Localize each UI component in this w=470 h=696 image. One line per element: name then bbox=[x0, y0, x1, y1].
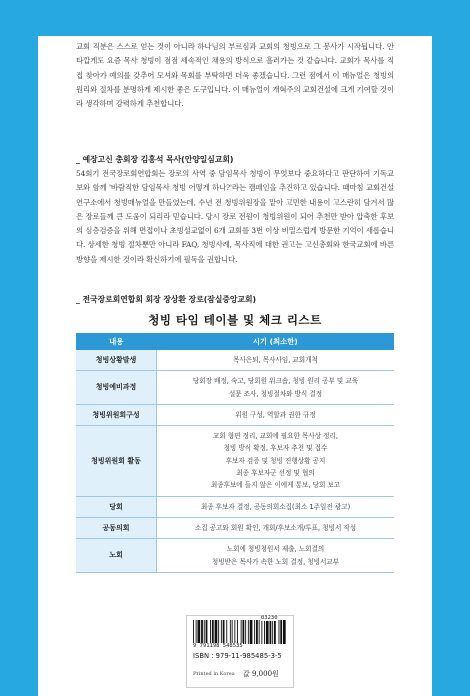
table-row bbox=[76, 539, 394, 573]
table-header-cell: 내용 bbox=[76, 333, 157, 350]
barcode-bar bbox=[259, 620, 260, 644]
isbn: ISBN : 979-11-985485-3-5 bbox=[193, 652, 282, 660]
barcode-bar bbox=[270, 620, 272, 644]
row-category: 청빙위원회구성 bbox=[76, 404, 157, 425]
barcode-bar bbox=[266, 620, 269, 644]
barcode-bar bbox=[206, 620, 208, 644]
barcode-bar bbox=[218, 620, 219, 644]
row-timing-line: 교회 형편 정리, 교회에 필요한 목사상 정리, bbox=[212, 432, 339, 441]
row-category: 당회 bbox=[76, 496, 157, 517]
row-timing-line: 최종 후보자 결정, 공동의회소집(최소 1주일전 광고) bbox=[200, 502, 351, 511]
row-category: 노회 bbox=[76, 539, 157, 573]
price: 값 9,000원 bbox=[243, 670, 279, 678]
barcode-bar bbox=[212, 620, 214, 644]
row-timing-line: 설문 조사, 청빙절차와 방식 결정 bbox=[228, 389, 323, 398]
table-title: 청빙 타임 테이블 및 체크 리스트 bbox=[148, 313, 322, 327]
barcode-bar bbox=[243, 620, 245, 644]
barcode-bar bbox=[256, 620, 258, 644]
row-timing bbox=[157, 350, 395, 371]
row-timing bbox=[157, 404, 395, 425]
row-timing-line: 최종 후보자군 선정 및 협의 bbox=[236, 469, 315, 478]
row-timing-line: 청빙 방식 확정, 후보자 추천 및 접수 bbox=[223, 444, 328, 453]
table-row bbox=[76, 404, 394, 425]
recommendation-paragraph-1: 교회 직분은 스스로 얻는 것이 아니라 하나님의 부르심과 교회의 청빙으로 그 봉사가 시작됩니다. 안타깝게도 요즘 목사 청빙이 점점 세속적인 채용의 방식으로 흘러가는 것 같습니다. 교회가 목사를 직접 찾아가 예의를 갖추어 모셔와 목회를 부탁하면 더욱 좋겠습니다. 그런 점에서 이 매뉴얼은 청빙의 원리와 절차를 분명하게 제시한 좋은 도구입니다. 이 매뉴얼이 개혁주의 교회건설에 크게 기여할 것이라 생각하며 강력하게 추천합니다. bbox=[76, 42, 394, 109]
row-timing-line: 후보자 검증 및 청빙 진행상황 공지 bbox=[225, 456, 326, 465]
barcode-bar bbox=[283, 620, 286, 644]
barcode-bar bbox=[234, 620, 235, 644]
table-header-cell: 시기 (최소한) bbox=[157, 333, 395, 350]
barcode-bar bbox=[245, 620, 246, 644]
row-timing bbox=[157, 517, 395, 538]
row-category: 청빙위원회 활동 bbox=[76, 426, 157, 496]
table-header-row bbox=[76, 333, 394, 350]
row-timing-line: 당회장 배정, 숙고, 당회원 워크숍, 청빙 원리 공부 및 교육 bbox=[192, 377, 359, 386]
row-category: 청빙상황발생 bbox=[76, 350, 157, 371]
row-timing bbox=[157, 496, 395, 517]
row-category: 공동의회 bbox=[76, 517, 157, 538]
barcode-bar bbox=[226, 620, 227, 644]
row-timing bbox=[157, 426, 395, 496]
recommendation-signature-1: _ 예장고신 총회장 김홍석 목사(안양일심교회) bbox=[76, 155, 234, 164]
row-timing bbox=[157, 539, 395, 573]
barcode-bar bbox=[274, 620, 276, 644]
table-row bbox=[76, 426, 394, 496]
barcode-bar bbox=[280, 620, 282, 644]
barcode-bar bbox=[223, 620, 225, 644]
row-category: 청빙예비과정 bbox=[76, 371, 157, 405]
barcode-bar bbox=[237, 620, 238, 644]
barcode-bar bbox=[230, 620, 231, 644]
back-cover-page bbox=[38, 36, 432, 696]
barcode-bar bbox=[204, 620, 205, 644]
barcode-bar bbox=[279, 620, 280, 644]
price-code: 03230 bbox=[261, 615, 278, 621]
barcode-bar bbox=[201, 620, 203, 644]
barcode-bar bbox=[198, 620, 201, 644]
schedule-table bbox=[76, 333, 394, 573]
barcode-bar bbox=[264, 620, 265, 644]
row-timing-line: 소집 공고와 회원 확인, 개회/후보소개/투표, 청빙서 작성 bbox=[194, 523, 357, 532]
barcode-bar bbox=[250, 620, 253, 644]
row-timing-line: 위원 구성, 역할과 권한 규정 bbox=[235, 410, 316, 419]
printed-in-korea: Printed in Korea bbox=[193, 671, 235, 677]
barcode-bar bbox=[232, 620, 233, 644]
barcode-bar bbox=[254, 620, 255, 644]
row-timing-line: 최종후보에 들지 않은 이에게 통보, 당회 보고 bbox=[210, 481, 341, 490]
barcode-bar bbox=[196, 620, 197, 644]
barcode-bar bbox=[215, 620, 218, 644]
recommendation-signature-2: _ 전국장로회연합회 회장 장상환 장로(잠실중앙교회) bbox=[76, 295, 257, 304]
barcode-digits: 9 791198 548535 bbox=[193, 643, 243, 649]
recommendation-paragraph-2: 54회기 전국장로회연합회는 장로의 사역 중 담임목사 청빙이 무엇보다 중요하다고 판단하여 기독교보와 함께 '바람직한 담임목사 청빙 어떻게 하나?'라는 캠페인을 추진하고 있습니다. 때마침 교회건설연구소에서 청빙매뉴얼을 만들었는데, 수년 전 청빙위원장을 맡아 고민한 내용이 고스란히 담겨서 많은 장로들께 큰 도움이 되리라 믿습니다. 당시 장로 전원이 청빙위원이 되어 추천만 받아 압축한 후보의 심층검증을 위해 면접이나 초빙설교없이 6개 교회를 3번 이상 비밀스럽게 방문한 기억이 새롭습니다. 상세한 청빙 절차뿐만 아니라 FAQ, 청빙사례, 목사직에 대한 권고는 고신총회와 한국교회에 바른 방향을 제시한 것이라 확신하기에 필독을 권합니다. bbox=[76, 169, 394, 264]
barcode-bar bbox=[193, 620, 194, 644]
barcode-bar bbox=[210, 620, 211, 644]
barcode-bar bbox=[241, 620, 242, 644]
row-timing-line: 청빙받은 목사가 속한 노회 결정, 청빙서교부 bbox=[211, 557, 340, 566]
barcode-block bbox=[186, 615, 294, 688]
table-row bbox=[76, 517, 394, 538]
barcode-bar bbox=[261, 620, 262, 644]
table-row bbox=[76, 496, 394, 517]
barcode-bar bbox=[272, 620, 273, 644]
barcode-bar bbox=[221, 620, 222, 644]
row-timing bbox=[157, 371, 395, 405]
barcode-bar bbox=[248, 620, 249, 644]
row-timing-line: 노회에 청빙청원서 제출, 노회결의 bbox=[226, 545, 325, 554]
table-row bbox=[76, 350, 394, 371]
table-row bbox=[76, 371, 394, 405]
row-timing-line: 목사은퇴, 목사사임, 교회개척 bbox=[233, 356, 318, 364]
